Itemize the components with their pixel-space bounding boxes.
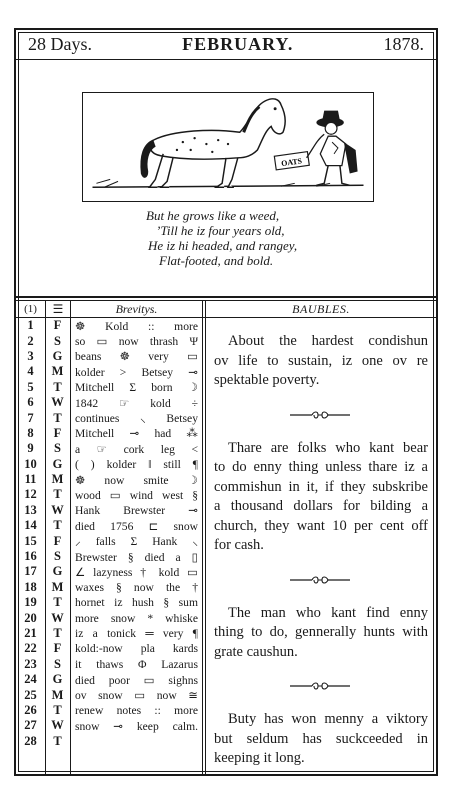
day-row xyxy=(16,318,202,333)
day-row xyxy=(16,487,202,502)
day-brevity: a ☞ cork leg < xyxy=(75,442,198,456)
verse-line: ’Till he iz four years old, xyxy=(156,223,285,238)
day-row xyxy=(16,703,202,718)
day-letter: F xyxy=(53,318,62,333)
flourish-icon xyxy=(290,681,350,691)
day-letter: W xyxy=(51,502,64,517)
day-letter: G xyxy=(52,456,63,471)
day-row xyxy=(16,472,202,487)
day-letter: W xyxy=(51,610,64,625)
day-row xyxy=(16,518,202,533)
bauble-line: grate caushun. xyxy=(214,643,298,660)
day-brevity: ( ) kolder ‖ still ¶ xyxy=(75,457,198,471)
day-brevity: kolder > Betsey ⊸ xyxy=(75,365,198,379)
day-number: 26 xyxy=(24,702,37,717)
day-letter: T xyxy=(53,487,62,502)
column-header-day: ☰ xyxy=(52,301,64,316)
baubles-column xyxy=(206,318,434,769)
day-number: 13 xyxy=(24,502,37,517)
day-row xyxy=(16,503,202,518)
day-letter: T xyxy=(53,410,62,425)
day-number: 6 xyxy=(27,395,34,410)
day-letter: M xyxy=(51,472,64,487)
day-brevity: ov snow ▭ now ≅ xyxy=(75,689,198,703)
day-brevity: Mitchell ⊸ had ⁂ xyxy=(75,427,198,441)
day-letter: M xyxy=(51,364,64,379)
day-brevity: renew notes :: more xyxy=(75,703,198,717)
verse-line: Flat-footed, and bold. xyxy=(159,253,274,268)
column-header-brevitys: Brevitys. xyxy=(115,301,158,316)
section-divider xyxy=(206,405,434,425)
day-letter: S xyxy=(54,549,61,564)
day-number: 4 xyxy=(27,364,34,379)
day-letter: F xyxy=(53,425,62,440)
column-header-number: (1) xyxy=(24,303,37,315)
day-row xyxy=(16,349,202,364)
day-brevity: hornet iz hush § sum xyxy=(75,596,198,610)
day-brevity: Brewster § died a ▯ xyxy=(75,550,198,564)
column-header-baubles: BAUBLES. xyxy=(292,301,350,316)
day-brevity: died 1756 ⊏ snow xyxy=(75,519,198,533)
year: 1878. xyxy=(383,33,424,54)
section-divider xyxy=(206,676,434,696)
day-number: 27 xyxy=(24,718,37,733)
day-row xyxy=(16,687,202,702)
day-number: 28 xyxy=(24,733,37,748)
day-number: 2 xyxy=(27,333,34,348)
day-row xyxy=(16,380,202,395)
horse-and-boy-illustration xyxy=(83,93,373,201)
day-letter: G xyxy=(52,348,63,363)
day-number: 9 xyxy=(27,441,34,456)
day-brevity: waxes § now the † xyxy=(75,580,198,594)
day-row xyxy=(16,564,202,579)
day-brevity: ☸ Kold :: more xyxy=(75,319,198,333)
bauble-line: ov life to sustain, iz one ov re xyxy=(214,352,428,369)
day-number: 14 xyxy=(24,518,37,533)
day-row xyxy=(16,641,202,656)
bauble-line: About the hardest condishun xyxy=(228,333,428,349)
bauble-line: to do enny thing unless thare iz a xyxy=(214,459,428,475)
bauble-paragraph xyxy=(206,332,434,391)
day-letter: M xyxy=(51,687,64,702)
day-brevity: Hank Brewster ⊸ xyxy=(75,504,198,518)
day-row xyxy=(16,595,202,610)
day-number: 12 xyxy=(24,487,37,502)
verse xyxy=(80,208,380,268)
bauble-paragraph xyxy=(206,604,434,663)
day-number: 23 xyxy=(24,656,37,671)
day-brevity: ⸝ falls Σ Hank ⸜ xyxy=(75,534,198,548)
table-top-rule xyxy=(16,296,436,298)
day-letter: S xyxy=(54,441,61,456)
day-number: 21 xyxy=(24,626,37,640)
verse-line: But he grows like a weed, xyxy=(146,208,280,223)
day-row xyxy=(16,333,202,348)
day-row xyxy=(16,580,202,595)
bauble-line: a thousand dollars for bilding a xyxy=(214,498,428,514)
day-letter: S xyxy=(54,333,61,348)
bauble-line: keeping it long. xyxy=(214,750,305,766)
day-letter: F xyxy=(53,641,62,656)
bauble-line: church, they want 10 per cent off xyxy=(214,517,428,534)
bauble-line: thing to do, gennerally hunts with xyxy=(214,624,428,640)
day-letter: T xyxy=(53,702,62,717)
day-row xyxy=(16,364,202,379)
bauble-line: but seldum has suckceeded in xyxy=(214,730,428,747)
day-row xyxy=(16,718,202,733)
day-number: 15 xyxy=(24,533,37,548)
day-brevity: Mitchell Σ born ☽ xyxy=(75,381,198,395)
day-brevity: kold:-now pla kards xyxy=(75,642,198,656)
day-row xyxy=(16,626,202,641)
day-number: 24 xyxy=(24,672,37,687)
day-row xyxy=(16,610,202,625)
day-number: 16 xyxy=(24,549,37,564)
verse-line: He iz hi headed, and rangey, xyxy=(148,238,298,253)
sign-text: OATS xyxy=(280,156,303,169)
bauble-line: Thare are folks who kant bear xyxy=(228,439,428,456)
day-letter: S xyxy=(54,656,61,671)
day-brevity: snow ⊸ keep calm. xyxy=(75,719,198,733)
day-number: 3 xyxy=(27,348,34,363)
day-letter: M xyxy=(51,579,64,594)
bauble-line: spektable poverty. xyxy=(214,372,320,388)
bauble-line: Buty has won menny a viktory xyxy=(228,711,428,727)
day-brevity: beans ☸ very ▭ xyxy=(75,350,198,364)
day-row xyxy=(16,426,202,441)
day-letter: G xyxy=(52,564,63,579)
column-rule xyxy=(202,300,203,774)
day-row xyxy=(16,441,202,456)
day-brevity: died poor ▭ sighns xyxy=(75,673,198,687)
day-row xyxy=(16,457,202,472)
day-number: 5 xyxy=(27,379,34,394)
day-brevity: it thaws Φ Lazarus xyxy=(75,657,198,671)
header-rule xyxy=(16,59,436,60)
day-number: 11 xyxy=(24,472,37,487)
day-number: 1 xyxy=(27,318,34,333)
day-row xyxy=(16,672,202,687)
day-row xyxy=(16,410,202,425)
day-number: 7 xyxy=(27,410,34,425)
day-brevity: iz a tonick ═ very ¶ xyxy=(75,627,198,640)
illustration xyxy=(82,92,374,202)
bauble-paragraph xyxy=(206,439,434,556)
bauble-line: commishun in it, if they subskribe xyxy=(214,478,428,495)
days-count: 28 Days. xyxy=(28,33,92,54)
day-row xyxy=(16,734,202,749)
day-letter: W xyxy=(51,395,64,410)
day-letter: T xyxy=(53,518,62,533)
day-brevity: wood ▭ wind west § xyxy=(75,488,198,502)
day-number: 22 xyxy=(24,641,37,656)
day-row xyxy=(16,657,202,672)
day-number: 20 xyxy=(24,610,37,625)
day-letter: T xyxy=(53,379,62,394)
day-brevity: ∠ lazyness † kold ▭ xyxy=(75,565,198,579)
day-letter: T xyxy=(53,733,62,748)
month-title: FEBRUARY. xyxy=(182,33,294,54)
flourish-icon xyxy=(290,575,350,585)
bauble-line: for cash. xyxy=(214,537,264,553)
day-letter: G xyxy=(52,672,63,687)
day-number: 18 xyxy=(24,579,37,594)
bauble-line: The man who kant find enny xyxy=(228,604,428,621)
day-list xyxy=(16,318,202,749)
day-row xyxy=(16,395,202,410)
day-letter: T xyxy=(53,595,62,610)
day-brevity: continues ⸜ Betsey xyxy=(75,411,198,425)
day-letter: W xyxy=(51,718,64,733)
day-brevity: 1842 ☞ kold ÷ xyxy=(75,396,198,410)
day-letter: T xyxy=(53,626,62,640)
day-brevity: ☸ now smite ☽ xyxy=(75,473,198,487)
day-number: 17 xyxy=(24,564,37,579)
day-brevity: more snow * whiske xyxy=(75,611,198,625)
page-header xyxy=(16,32,436,56)
day-brevity: so ▭ now thrash Ψ xyxy=(75,335,198,349)
day-number: 10 xyxy=(24,456,37,471)
section-divider xyxy=(206,570,434,590)
day-letter: F xyxy=(53,533,62,548)
day-number: 8 xyxy=(27,425,34,440)
day-number: 19 xyxy=(24,595,37,610)
flourish-icon xyxy=(290,410,350,420)
day-number: 25 xyxy=(24,687,37,702)
bauble-paragraph xyxy=(206,710,434,769)
day-row xyxy=(16,533,202,548)
day-row xyxy=(16,549,202,564)
